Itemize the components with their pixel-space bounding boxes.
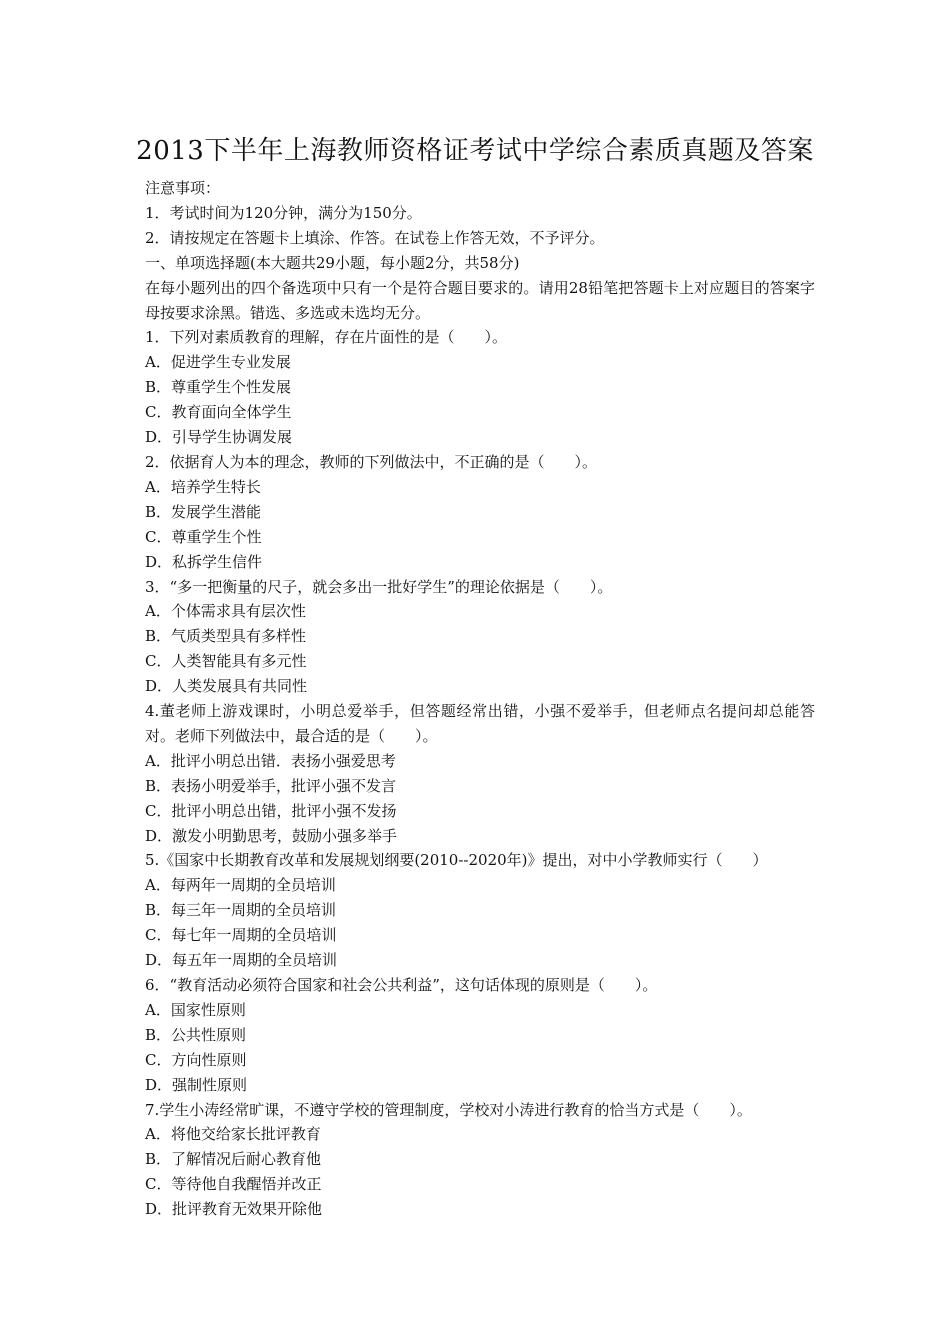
question-block: [145, 575, 815, 700]
question-block: [145, 450, 815, 575]
question-stem: 4.董老师上游戏课时，小明总爱举手，但答题经常出错，小强不爱举手，但老师点名提问却总能答对。老师下列做法中，最合适的是（ ）。: [145, 702, 815, 745]
question-option: B．每三年一周期的全员培训: [145, 901, 337, 920]
document-body: [145, 176, 815, 1222]
question-block: [145, 848, 815, 973]
question-option: D．激发小明勤思考，鼓励小强多举手: [145, 826, 398, 845]
question-option: D．每五年一周期的全员培训: [145, 951, 338, 970]
question-option: B．尊重学生个性发展: [145, 378, 292, 397]
question-option: A．国家性原则: [145, 1000, 246, 1019]
notes-header: 注意事项：: [145, 179, 221, 197]
question-option: A．批评小明总出错．表扬小强爱思考: [145, 751, 396, 770]
question-option: C．等待他自我醒悟并改正: [145, 1175, 322, 1194]
question-option: C．教育面向全体学生: [145, 403, 292, 422]
question-option: C．每七年一周期的全员培训: [145, 926, 337, 945]
question-stem: 2．依据育人为本的理念，教师的下列做法中，不正确的是（ ）。: [145, 452, 598, 471]
question-option: C．尊重学生个性: [145, 527, 262, 546]
question-option: B．气质类型具有多样性: [145, 627, 307, 646]
note-item: 1．考试时间为120分钟，满分为150分。: [145, 203, 422, 222]
question-stem: 1．下列对素质教育的理解，存在片面性的是（ ）。: [145, 328, 508, 347]
question-option: A．将他交给家长批评教育: [145, 1125, 321, 1144]
note-item: 2．请按规定在答题卡上填涂、作答。在试卷上作答无效，不予评分。: [145, 228, 605, 247]
question-block: [145, 1098, 815, 1223]
question-stem: 3．“多一把衡量的尺子，就会多出一批好学生”的理论依据是（ ）。: [145, 577, 613, 596]
question-option: D．私拆学生信件: [145, 552, 263, 571]
question-option: A．个体需求具有层次性: [145, 602, 306, 621]
question-option: B．发展学生潜能: [145, 502, 262, 521]
question-option: B．公共性原则: [145, 1025, 247, 1044]
question-stem: 7.学生小涛经常旷课，不遵守学校的管理制度，学校对小涛进行教育的恰当方式是（ ）。: [145, 1100, 752, 1119]
question-option: D．人类发展具有共同性: [145, 677, 308, 696]
question-block: [145, 973, 815, 1098]
question-option: C．人类智能具有多元性: [145, 652, 307, 671]
question-option: B．了解情况后耐心教育他: [145, 1150, 322, 1169]
question-option: D．批评教育无效果开除他: [145, 1200, 323, 1219]
question-option: A．每两年一周期的全员培训: [145, 876, 336, 895]
question-option: A．促进学生专业发展: [145, 353, 291, 372]
question-option: B．表扬小明爱举手，批评小强不发言: [145, 776, 397, 795]
question-stem: 5.《国家中长期教育改革和发展规划纲要(2010--2020年)》提出，对中小学教师实行（ ）: [145, 851, 768, 870]
section-heading: 一、单项选择题(本大题共29小题，每小题2分，共58分): [145, 253, 520, 272]
question-option: C．方向性原则: [145, 1050, 247, 1069]
question-option: D．强制性原则: [145, 1075, 248, 1094]
question-block: [145, 699, 815, 848]
question-block: [145, 325, 815, 450]
question-stem: 6．“教育活动必须符合国家和社会公共利益”，这句话体现的原则是（ ）。: [145, 976, 658, 994]
document-title: 2013下半年上海教师资格证考试中学综合素质真题及答案: [136, 136, 814, 166]
question-option: A．培养学生特长: [145, 477, 261, 496]
question-option: C．批评小明总出错，批评小强不发扬: [145, 801, 397, 820]
question-option: D．引导学生协调发展: [145, 428, 293, 447]
section-instructions: 在每小题列出的四个备选项中只有一个是符合题目要求的。请用28铅笔把答题卡上对应题目的答案字母按要求涂黑。错选、多选或未选均无分。: [145, 278, 815, 322]
